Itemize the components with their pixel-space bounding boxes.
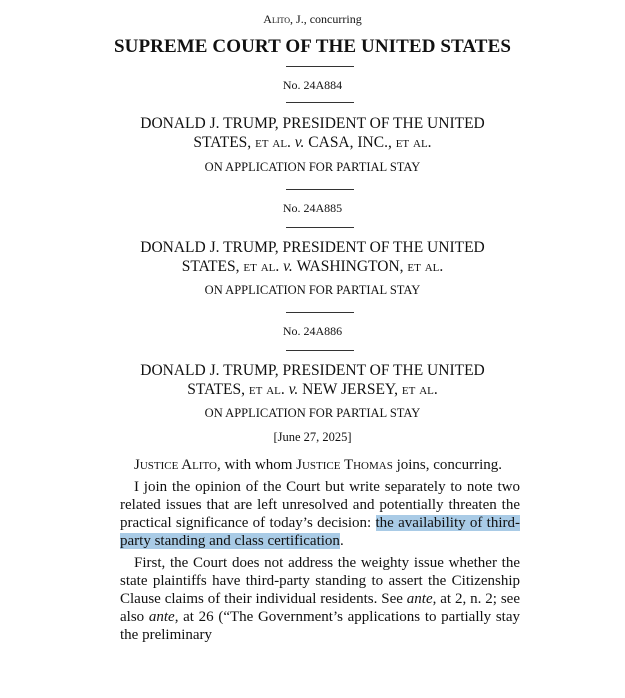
caption-etal: et al. <box>243 258 280 275</box>
justice-name: Justice Alito <box>134 457 217 473</box>
opinion-body <box>120 456 520 644</box>
caption-versus: v. <box>290 134 309 151</box>
caption-versus: v. <box>279 258 297 275</box>
caption-line: DONALD J. TRUMP, PRESIDENT OF THE UNITED <box>140 115 485 132</box>
paragraph-text: , at 2, n. 2; see also <box>120 591 520 625</box>
application-type: ON APPLICATION FOR PARTIAL STAY <box>204 406 421 420</box>
justice-name: Justice Thomas <box>296 457 393 473</box>
caption-text: STATES, <box>193 134 256 151</box>
paragraph-first-issue <box>120 554 520 644</box>
caption-line: DONALD J. TRUMP, PRESIDENT OF THE UNITED <box>140 362 485 379</box>
paragraph-intro <box>120 456 520 474</box>
caption-versus: v. <box>284 381 303 398</box>
divider-rule <box>286 66 354 67</box>
divider-rule <box>286 227 354 228</box>
caption-etal: et al. <box>255 134 291 151</box>
case-caption <box>0 238 625 276</box>
caption-text: STATES, <box>187 381 249 398</box>
caption-text: CASA, INC., <box>308 134 396 151</box>
highlighted-text[interactable]: the availability of third-party standing and class certification <box>120 515 521 549</box>
case-caption <box>0 114 625 152</box>
docket-number: No. 24A886 <box>282 324 343 338</box>
caption-line: DONALD J. TRUMP, PRESIDENT OF THE UNITED <box>140 239 485 256</box>
running-head-suffix: , J., concurring <box>290 12 362 26</box>
caption-etal: et al. <box>401 381 438 398</box>
divider-rule <box>286 350 354 351</box>
paragraph-text: First, the Court does not address the weighty issue whether the state plaintiffs have third-party standing to assert the Citizenship Clause claims of their individual residents. See <box>120 555 520 607</box>
divider-rule <box>286 312 354 313</box>
paragraph-text: joins, concurring. <box>392 457 502 473</box>
citation-ante: ante <box>148 609 175 625</box>
court-title: SUPREME COURT OF THE UNITED STATES <box>113 36 512 57</box>
case-caption <box>0 361 625 399</box>
caption-etal: et al. <box>248 381 285 398</box>
paragraph-text: , at 26 (“The Government’s applications to partially stay the preliminary <box>120 609 520 643</box>
paragraph-join <box>120 478 520 550</box>
application-type: ON APPLICATION FOR PARTIAL STAY <box>204 283 421 297</box>
caption-etal: et al. <box>395 134 432 151</box>
caption-text: STATES, <box>181 258 244 275</box>
docket-number: No. 24A885 <box>282 201 343 215</box>
divider-rule <box>286 189 354 190</box>
paragraph-text: , with whom <box>216 457 297 473</box>
paragraph-text: I join the opinion of the Court but write separately to note two related issues that are left unresolved and potentially threaten the practical significance of today’s decision: <box>120 479 520 531</box>
paragraph-text: . <box>339 533 344 549</box>
docket-number: No. 24A884 <box>282 78 343 92</box>
caption-text: NEW JERSEY, <box>302 381 402 398</box>
caption-etal: et al. <box>407 258 444 275</box>
application-type: ON APPLICATION FOR PARTIAL STAY <box>204 160 421 174</box>
decision-date: [June 27, 2025] <box>273 430 352 444</box>
caption-text: WASHINGTON, <box>296 258 408 275</box>
divider-rule <box>286 102 354 103</box>
running-head <box>0 12 625 27</box>
citation-ante: ante <box>406 591 433 607</box>
running-head-author: Alito <box>263 12 291 26</box>
